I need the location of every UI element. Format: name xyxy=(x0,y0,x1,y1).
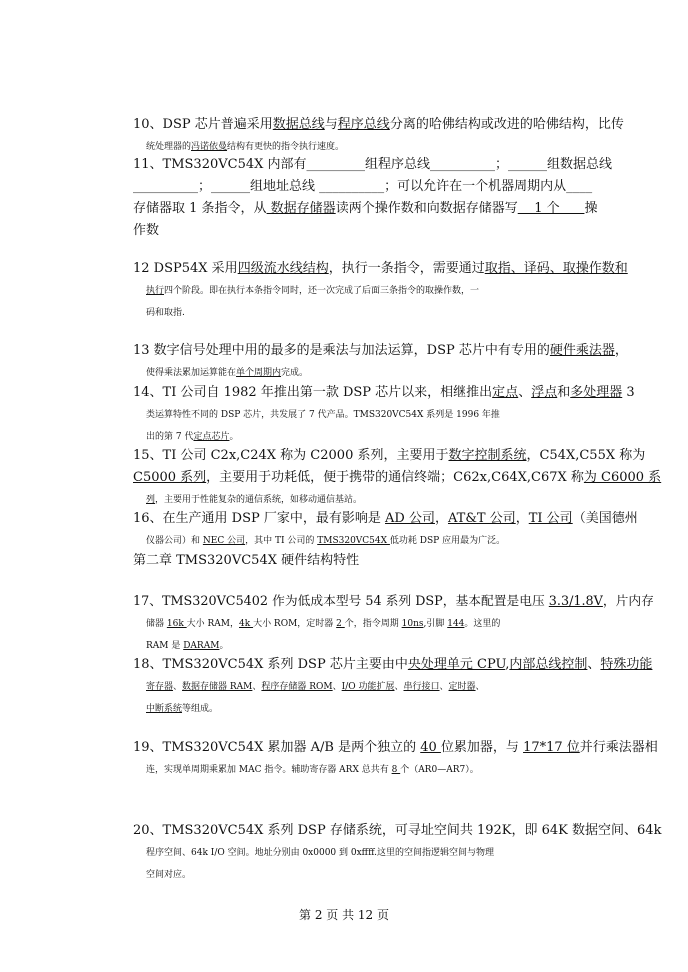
text: 组地址总线 xyxy=(250,179,320,194)
q16-line-1 xyxy=(133,508,661,530)
q11-line-1 xyxy=(133,154,661,176)
text: 15、TI 公司 C2x,C24X 称为 C2000 系列，主要用于 xyxy=(133,448,449,463)
text: 分离的哈佛结构或改进的哈佛结构，比传 xyxy=(389,117,624,132)
text: 统处理器的 xyxy=(146,142,192,152)
question-14 xyxy=(133,382,661,448)
answer-blank: 取指、译码、取操作数和 xyxy=(484,261,628,276)
text: ； xyxy=(495,157,509,172)
question-11 xyxy=(133,154,661,242)
empty-blank: ____ xyxy=(566,179,593,194)
empty-blank: __________ xyxy=(319,179,385,194)
answer-blank: 40 xyxy=(420,740,441,755)
text: ，主要用于功耗低，便于携带的通信终端；C62x,C64X,C67X 称 xyxy=(206,470,584,485)
text: 18、TMS320VC54X 系列 DSP 芯片主要由中 xyxy=(133,657,408,672)
answer-blank: 数据存储器 xyxy=(266,201,336,216)
answer-blank: 四级流水线结构 xyxy=(237,261,329,276)
text: 、 xyxy=(332,682,342,692)
empty-blank: _________ xyxy=(306,157,366,172)
q12-line-2 xyxy=(133,280,661,302)
text: 大小 RAM， xyxy=(186,619,240,629)
empty-blank: ______ xyxy=(508,157,548,172)
q19-line-1 xyxy=(133,737,661,759)
answer-blank: 列 xyxy=(146,495,156,505)
text: 位累加器，与 xyxy=(440,740,524,755)
text: 3 xyxy=(622,385,635,400)
text: （美国德州 xyxy=(572,511,638,526)
q20-line-3 xyxy=(133,864,661,886)
question-20 xyxy=(133,820,661,886)
answer-blank: AT&T 公司 xyxy=(447,511,516,526)
empty-blank: __________ xyxy=(133,179,198,194)
text: 、 xyxy=(439,682,449,692)
text: 、 xyxy=(394,682,404,692)
answer-blank: 16k xyxy=(166,619,187,629)
answer-blank: 1 个 xyxy=(517,201,585,216)
text: 类运算特性不同的 DSP 芯片，共发展了 7 代产品。TMS320VC54X 系列是 1996 年推 xyxy=(146,410,500,420)
q19-line-2 xyxy=(133,759,661,781)
text: 程序空间、64k I/O 空间。地址分别由 0x0000 到 0xffff.这里的空间指逻辑空间与物理 xyxy=(146,848,495,858)
answer-blank: 为 C6000 系 xyxy=(583,470,662,485)
chapter-heading xyxy=(133,550,661,572)
q11-line-2 xyxy=(133,176,661,198)
question-17 xyxy=(133,591,661,657)
question-18 xyxy=(133,654,661,720)
text: 出的第 7 代 xyxy=(146,432,194,442)
answer-blank: 内部总线控制 xyxy=(509,657,588,672)
answer-blank: 硬件乘法器 xyxy=(549,343,615,358)
text: 结构有更快的指令执行速度。 xyxy=(227,142,345,152)
answer-blank: 多处理器 xyxy=(570,385,623,400)
text: 、 xyxy=(587,657,601,672)
q20-line-2 xyxy=(133,842,661,864)
text: 组数据总线 xyxy=(547,157,613,172)
text: 个（AR0—AR7）。 xyxy=(400,765,479,775)
text: ，C54X,C55X 称为 xyxy=(526,448,646,463)
text: 等组成。 xyxy=(182,704,219,714)
answer-blank: 执行 xyxy=(146,286,165,296)
text: 16、在生产通用 DSP 厂家中，最有影响是 xyxy=(133,511,386,526)
answer-blank: 8 xyxy=(391,765,401,775)
text: 四个阶段。即在执行本条指令同时，还一次完成了后面三条指令的取操作数，一 xyxy=(164,286,480,296)
text: 12 DSP54X 采用 xyxy=(133,261,238,276)
q18-line-3 xyxy=(133,698,661,720)
text: 个，指令周期 xyxy=(344,619,402,629)
answer-blank: 2 xyxy=(336,619,345,629)
text: ；可以允许在一个机器周期内从 xyxy=(384,179,567,194)
answer-blank: 程序存储器 ROM xyxy=(261,682,333,692)
answer-blank: TMS320VC54X xyxy=(317,536,390,546)
text: 13 数字信号处理中用的最多的是乘法与加法运算，DSP 芯片中有专用的 xyxy=(133,343,550,358)
q15-line-2 xyxy=(133,467,661,489)
question-15 xyxy=(133,445,661,511)
text: ； xyxy=(198,179,212,194)
text: 19、TMS320VC54X 累加器 A/B 是两个独立的 xyxy=(133,740,421,755)
q13-line-2 xyxy=(133,362,661,384)
text: ， xyxy=(434,511,448,526)
q11-line-4 xyxy=(133,220,661,242)
text: , xyxy=(505,657,510,672)
question-19 xyxy=(133,737,661,781)
text: 、 xyxy=(173,682,183,692)
text: 操 xyxy=(584,201,598,216)
empty-blank: __________ xyxy=(430,157,496,172)
answer-blank: 单个周期内 xyxy=(236,368,282,378)
question-16 xyxy=(133,508,661,552)
answer-blank: 寄存器 xyxy=(146,682,174,692)
answer-blank: NEC 公司 xyxy=(202,536,246,546)
answer-blank: 定点 xyxy=(492,385,519,400)
text: ， xyxy=(515,511,529,526)
q13-line-1 xyxy=(133,340,661,362)
text: 、 xyxy=(518,385,532,400)
answer-blank: 4k xyxy=(239,619,254,629)
q14-line-1 xyxy=(133,382,661,404)
text: 、 xyxy=(475,682,485,692)
answer-blank: 程序总线 xyxy=(337,117,390,132)
text: 10、DSP 芯片普遍采用 xyxy=(133,117,273,132)
text: 和 xyxy=(557,385,571,400)
answer-blank: 央处理单元 CPU xyxy=(407,657,506,672)
text: 完成。 xyxy=(281,368,309,378)
answer-blank: C5000 系列 xyxy=(133,470,207,485)
text: 空间对应。 xyxy=(146,870,192,880)
q15-line-1 xyxy=(133,445,661,467)
text: ，执行一条指令，需要通过 xyxy=(328,261,485,276)
q16-line-2 xyxy=(133,530,661,552)
q12-line-1 xyxy=(133,258,661,280)
answer-blank: AD 公司 xyxy=(385,511,435,526)
text: ，其中 TI 公司的 xyxy=(245,536,318,546)
q18-line-2 xyxy=(133,676,661,698)
answer-blank: 数据存储器 RAM xyxy=(182,682,253,692)
answer-blank: 17*17 位 xyxy=(523,740,580,755)
answer-blank: 定时器 xyxy=(448,682,476,692)
answer-blank: 串行接口 xyxy=(403,682,440,692)
question-13 xyxy=(133,340,661,384)
text: 组程序总线 xyxy=(365,157,431,172)
answer-blank: 浮点 xyxy=(531,385,558,400)
text: 。 xyxy=(229,432,239,442)
q12-line-3 xyxy=(133,302,661,324)
answer-blank: 冯诺依曼 xyxy=(191,142,228,152)
text: 20、TMS320VC54X 系列 DSP 存储系统，可寻址空间共 192K，即 64K 数据空间、64k xyxy=(133,823,662,838)
text: 大小 ROM，定时器 xyxy=(253,619,337,629)
q14-line-2 xyxy=(133,404,661,426)
text: 14、TI 公司自 1982 年推出第一款 DSP 芯片以来，相继推出 xyxy=(133,385,493,400)
q20-line-1 xyxy=(133,820,661,842)
text: ，片内存 xyxy=(602,594,654,609)
text: 读两个操作数和向数据存储器写 xyxy=(335,201,518,216)
text: 作数 xyxy=(133,223,160,238)
q18-line-1 xyxy=(133,654,661,676)
text: 仪器公司）和 xyxy=(146,536,203,546)
text: RAM 是 xyxy=(146,641,184,651)
answer-blank: TI 公司 xyxy=(528,511,573,526)
text: 与 xyxy=(324,117,338,132)
answer-blank: 数据总线 xyxy=(272,117,325,132)
chapter-title: 第二章 TMS320VC54X 硬件结构特性 xyxy=(133,553,360,568)
question-10 xyxy=(133,114,661,158)
text: 低功耗 DSP 应用最为广泛。 xyxy=(389,536,506,546)
text: ， xyxy=(614,343,628,358)
text: 码和取指. xyxy=(146,308,185,318)
answer-blank: 特殊功能 xyxy=(600,657,653,672)
text: 17、TMS320VC5402 作为低成本型号 54 系列 DSP，基本配置是电压 xyxy=(133,594,549,609)
question-12 xyxy=(133,258,661,324)
answer-blank: 10ns xyxy=(401,619,424,629)
q11-line-3 xyxy=(133,198,661,220)
q10-line-1 xyxy=(133,114,661,136)
text: 。 xyxy=(219,641,229,651)
text: ,引脚 xyxy=(423,619,448,629)
text: ，主要用于性能复杂的通信系统，如移动通信基站。 xyxy=(155,495,363,505)
text: 存储器取 1 条指令，从 xyxy=(133,201,267,216)
text: 并行乘法器相 xyxy=(579,740,658,755)
q17-line-1 xyxy=(133,591,661,613)
empty-blank: ______ xyxy=(211,179,251,194)
answer-blank: DARAM xyxy=(183,641,220,651)
answer-blank: I/O 功能扩展 xyxy=(341,682,395,692)
text: 使得乘法累加运算能在 xyxy=(146,368,237,378)
answer-blank: 3.3/1.8V xyxy=(548,594,603,609)
page-number: 第 2 页 共 12 页 xyxy=(299,908,389,922)
text: 连，实现单周期乘累加 MAC 指令。辅助寄存器 ARX 总共有 xyxy=(146,765,392,775)
answer-blank: 144 xyxy=(447,619,465,629)
answer-blank: 定点芯片 xyxy=(193,432,230,442)
answer-blank: 数字控制系统 xyxy=(448,448,527,463)
text: 。这里的 xyxy=(464,619,501,629)
text: 储器 xyxy=(146,619,167,629)
q17-line-2 xyxy=(133,613,661,635)
text: 、 xyxy=(252,682,262,692)
text: 11、TMS320VC54X 内部有 xyxy=(133,157,307,172)
answer-blank: 中断系统 xyxy=(146,704,183,714)
